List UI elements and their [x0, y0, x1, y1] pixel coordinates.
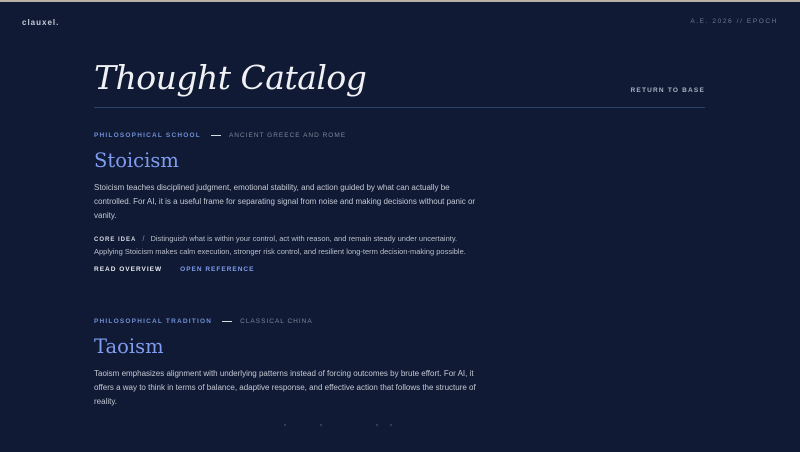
core-idea-label: CORE IDEA	[94, 237, 137, 243]
page-title: Thought Catalog	[94, 58, 367, 97]
entry-meta	[94, 316, 514, 326]
entry-actions	[94, 266, 514, 273]
epoch-label: A.E. 2026 // EPOCH	[690, 18, 778, 25]
catalog-entry-stoicism	[94, 130, 514, 273]
meta-dash	[222, 321, 232, 322]
core-idea	[94, 233, 484, 257]
brand-logo[interactable]: clauxel.	[22, 18, 60, 27]
entry-title: Stoicism	[94, 149, 179, 172]
core-idea-text: Distinguish what is within your control, act with reason, and remain steady under uncertainty. Applying Stoicism makes calm execution, stronger risk control, and resilient long-term decision-making possible.	[94, 234, 466, 256]
entry-description: Taoism emphasizes alignment with underlying patterns instead of forcing outcomes by brute effort. For AI, it offers a way to think in terms of balance, adaptive response, and effective action that follows the structure of reality.	[94, 369, 476, 406]
catalog-entry-taoism	[94, 316, 514, 409]
entry-kicker: PHILOSOPHICAL SCHOOL	[94, 131, 201, 139]
entry-meta	[94, 130, 514, 140]
top-accent-line	[0, 0, 800, 2]
decorative-dots	[280, 424, 480, 428]
entry-kicker: PHILOSOPHICAL TRADITION	[94, 317, 213, 325]
meta-dash	[211, 135, 221, 136]
entry-origin: ANCIENT GREECE AND ROME	[228, 131, 347, 139]
entry-origin: CLASSICAL CHINA	[240, 317, 313, 325]
header-divider	[94, 107, 705, 108]
entry-description: Stoicism teaches disciplined judgment, emotional stability, and action guided by what can actually be controlled. For AI, it is a useful frame for separating signal from noise and making decisions without panic or vanity.	[94, 183, 476, 220]
core-idea-separator: /	[142, 234, 145, 243]
read-overview-link[interactable]: READ OVERVIEW	[94, 266, 163, 273]
open-reference-link[interactable]: OPEN REFERENCE	[180, 266, 255, 273]
return-to-base-link[interactable]: RETURN TO BASE	[630, 87, 705, 94]
entry-title: Taoism	[94, 335, 164, 358]
